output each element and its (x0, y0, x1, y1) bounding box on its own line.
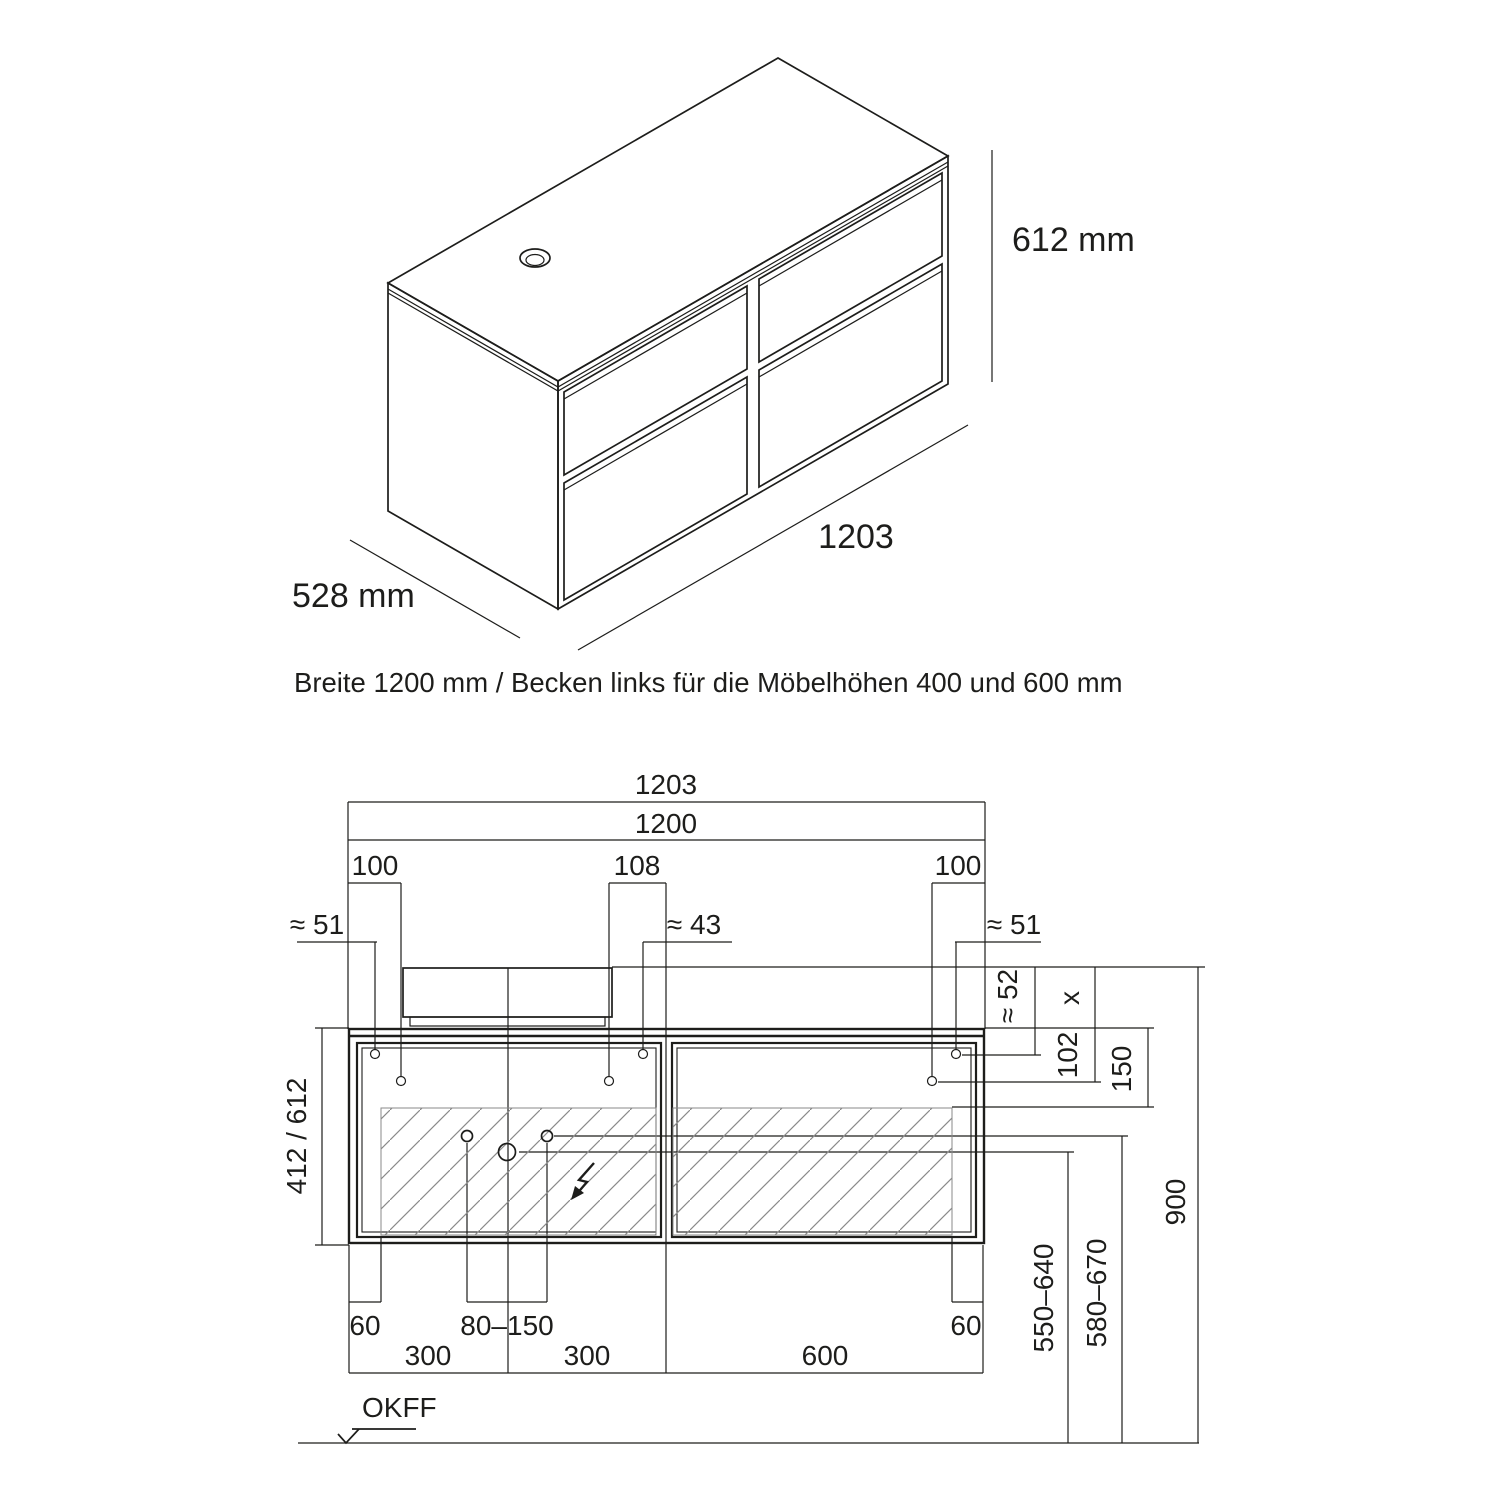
dim-offset-right-label: 100 (934, 850, 982, 881)
dim-approx-mid-label: ≈ 43 (666, 909, 722, 940)
left-dimension-lines (315, 1028, 349, 1245)
left-clearance-hatch (381, 1108, 656, 1235)
iso-height-label: 612 mm (1012, 221, 1135, 259)
front-elevation-view (281, 769, 1205, 1443)
drawer-bottom-right (759, 264, 942, 487)
dim-300-left-label: 300 (404, 1340, 452, 1371)
hanger-hole (371, 1050, 380, 1059)
dim-offset-mid-label: 108 (613, 850, 661, 881)
hanger-hole (639, 1050, 648, 1059)
dim-60-left-label: 60 (349, 1310, 381, 1341)
countertop-edge-line-1 (388, 162, 948, 387)
drawer-top-right-lip (759, 180, 942, 286)
dim-60-right-label: 60 (950, 1310, 982, 1341)
cabinet-side-face (388, 283, 558, 609)
okff-label: OKFF (362, 1392, 437, 1423)
floor-level-symbol (298, 1429, 1199, 1443)
drawing-caption: Breite 1200 mm / Becken links für die Möbelhöhen 400 und 600 mm (294, 667, 1123, 698)
dim-offset-left-label: 100 (351, 850, 399, 881)
extension-lines (348, 802, 985, 1373)
hanger-hole (952, 1050, 961, 1059)
dim-approx-right-label: ≈ 51 (986, 909, 1042, 940)
right-clearance-hatch (673, 1108, 952, 1235)
iso-depth-label: 528 mm (292, 577, 415, 615)
dim-150-label: 150 (1106, 1045, 1137, 1093)
drawer-bottom-left-lip (564, 384, 747, 490)
dim-total-width-label: 1203 (634, 769, 698, 800)
dim-102-label: 102 (1052, 1031, 1083, 1079)
dim-height-range-label: 412 / 612 (281, 1077, 312, 1195)
hanger-hole (928, 1077, 937, 1086)
iso-width-label: 1203 (818, 518, 894, 556)
dim-900-label: 900 (1160, 1178, 1191, 1226)
hanger-hole (605, 1077, 614, 1086)
iso-width-dim-line (578, 425, 968, 650)
countertop-edge-line-2 (388, 166, 948, 391)
faucet-hole (520, 249, 550, 267)
dim-x-label: x (1054, 991, 1085, 1005)
dim-approx-left-label: ≈ 51 (289, 909, 345, 940)
dim-approx-52-label: ≈ 52 (992, 968, 1023, 1024)
drawer-top-left (564, 286, 747, 475)
dim-300-right-label: 300 (563, 1340, 611, 1371)
dim-80-150-label: 80–150 (460, 1310, 554, 1341)
dim-550-640-label: 550–640 (1028, 1243, 1059, 1353)
dim-600-label: 600 (801, 1340, 849, 1371)
drawer-top-left-lip (564, 293, 747, 399)
dim-carcass-width-label: 1200 (634, 808, 698, 839)
drawer-bottom-left (564, 377, 747, 600)
hanger-hole (397, 1077, 406, 1086)
drawer-top-right (759, 173, 942, 362)
isometric-view (292, 58, 1135, 650)
dim-580-670-label: 580–670 (1081, 1238, 1112, 1348)
drawer-bottom-right-lip (759, 271, 942, 377)
